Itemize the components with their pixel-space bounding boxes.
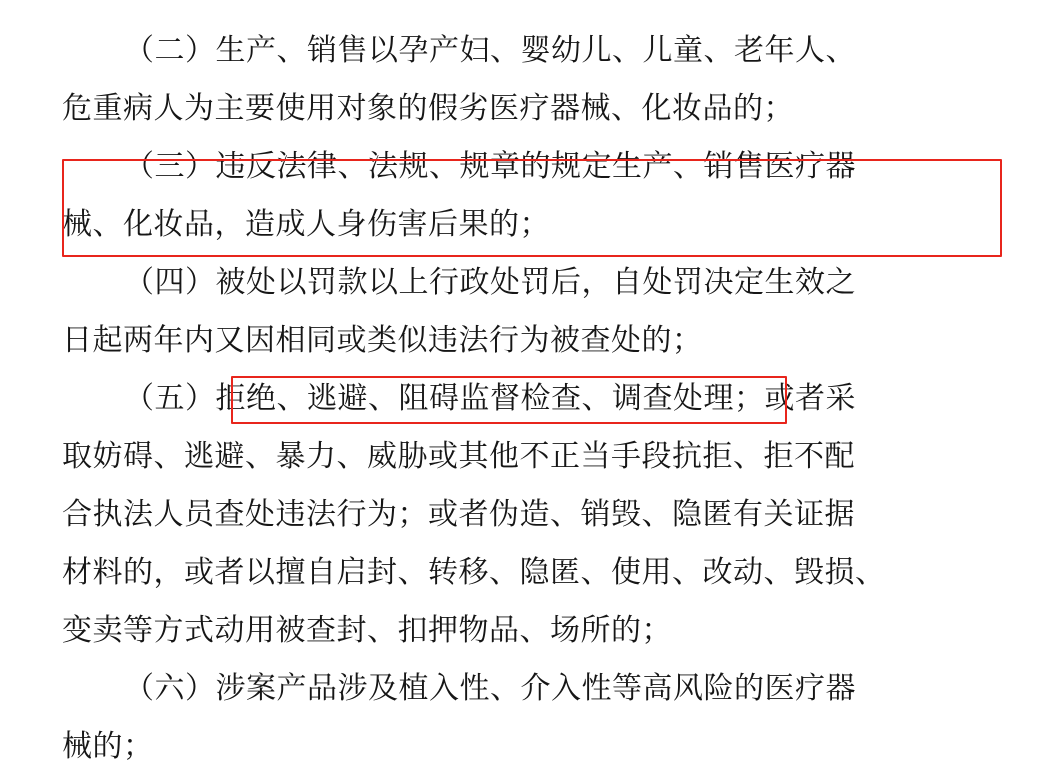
text-line: （二）生产、销售以孕产妇、婴幼儿、儿童、老年人、 xyxy=(124,33,856,68)
text-line: 日起两年内又因相同或类似违法行为被查处的； xyxy=(62,323,703,358)
text-line: （三）违反法律、法规、规章的规定生产、销售医疗器 xyxy=(124,149,856,184)
document-body xyxy=(62,22,1002,776)
paragraph-item-four xyxy=(62,254,1002,370)
text-line: 取妨碍、逃避、暴力、威胁或其他不正当手段抗拒、拒不配 xyxy=(62,439,855,474)
text-line: 变卖等方式动用被查封、扣押物品、场所的； xyxy=(62,613,672,648)
text-line: （六）涉案产品涉及植入性、介入性等高风险的医疗器 xyxy=(124,671,856,706)
paragraph-item-two xyxy=(62,22,1002,138)
text-line: 械的； xyxy=(62,729,154,764)
text-line: 危重病人为主要使用对象的假劣医疗器械、化妆品的； xyxy=(62,91,794,126)
paragraph-item-five xyxy=(62,370,1002,660)
text-line: 合执法人员查处违法行为；或者伪造、销毁、隐匿有关证据 xyxy=(62,497,855,532)
text-line: （四）被处以罚款以上行政处罚后，自处罚决定生效之 xyxy=(124,265,856,300)
text-line: （五）拒绝、逃避、阻碍监督检查、调查处理；或者采 xyxy=(124,381,856,416)
paragraph-item-six xyxy=(62,660,1002,776)
paragraph-item-three xyxy=(62,138,1002,254)
text-line: 材料的，或者以擅自启封、转移、隐匿、使用、改动、毁损、 xyxy=(62,555,886,590)
text-line: 械、化妆品，造成人身伤害后果的； xyxy=(62,207,550,242)
